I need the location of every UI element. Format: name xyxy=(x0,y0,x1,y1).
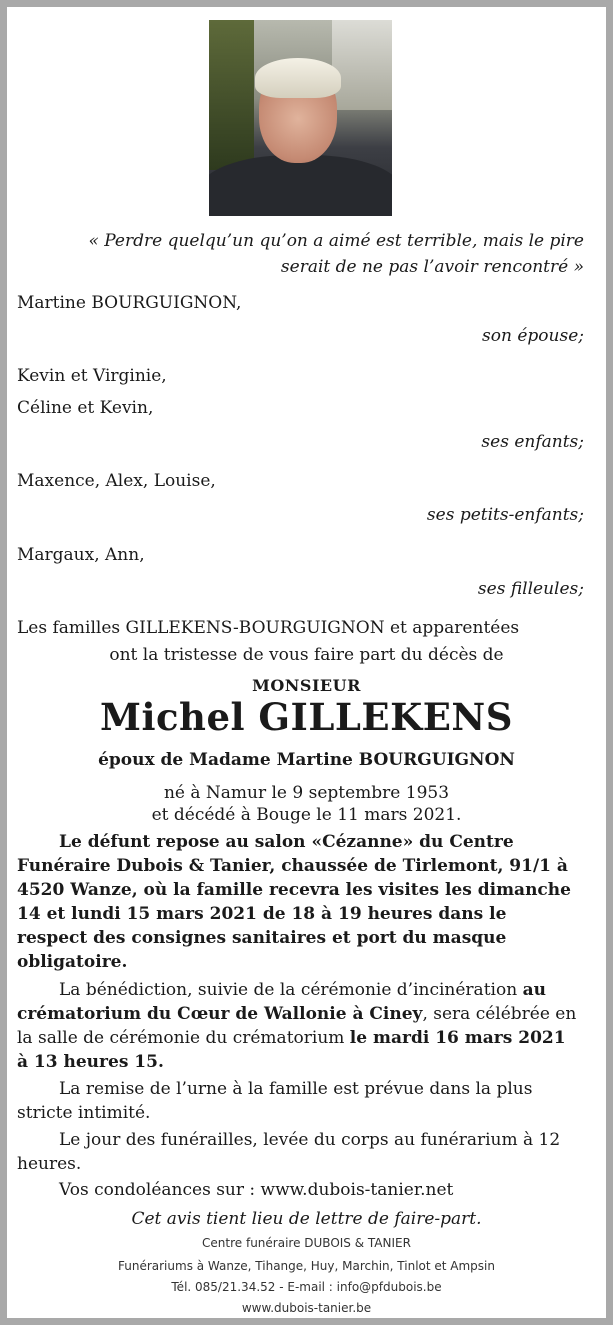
faire-part-note: Cet avis tient lieu de lettre de faire-part. xyxy=(131,1209,482,1229)
deceased-name: Michel GILLEKENS xyxy=(100,695,513,739)
footer-line-3: Tél. 085/21.34.52 - E-mail : info@pfdubois.be xyxy=(171,1280,442,1294)
funeral-paragraph: Le jour des funérailles, levée du corps au funérarium à 12 heures. xyxy=(17,1130,561,1174)
goddaughters: Margaux, Ann, xyxy=(17,545,145,565)
spouse-name: Martine BOURGUIGNON, xyxy=(17,293,242,313)
grandchildren-role: ses petits-enfants; xyxy=(426,505,584,525)
urn-paragraph: La remise de l’urne à la famille est prévue dans la plus stricte intimité. xyxy=(17,1079,533,1123)
footer-line-1: Centre funéraire DUBOIS & TANIER xyxy=(202,1236,411,1250)
deceased-born: né à Namur le 9 septembre 1953 xyxy=(163,783,450,803)
deceased-died: et décédé à Bouge le 11 mars 2021. xyxy=(151,805,462,825)
children-role: ses enfants; xyxy=(481,432,584,452)
quote xyxy=(44,228,584,280)
quote-line-2: serait de ne pas l’avoir rencontré » xyxy=(280,257,584,277)
spouse-role: son épouse; xyxy=(482,326,584,346)
child-1: Kevin et Virginie, xyxy=(17,366,167,386)
footer-line-4: www.dubois-tanier.be xyxy=(241,1301,372,1315)
portrait-photo xyxy=(209,20,392,216)
ceremony-paragraph: La bénédiction, suivie de la cérémonie d’incinération au crématorium du Cœur de Wallonie à Ciney, sera célébrée en la salle de cérémonie du crématorium le mardi 16 mars 2021 à 13 heures 15. xyxy=(17,980,577,1072)
deceased-title: MONSIEUR xyxy=(252,676,361,695)
deceased-spouse-of: époux de Madame Martine BOURGUIGNON xyxy=(98,750,515,770)
child-2: Céline et Kevin, xyxy=(17,398,154,418)
grandchildren: Maxence, Alex, Louise, xyxy=(17,471,216,491)
condolences-line: Vos condoléances sur : www.dubois-tanier.net xyxy=(59,1180,454,1200)
quote-line-1: « Perdre quelqu’un qu’on a aimé est terrible, mais le pire xyxy=(88,231,584,251)
repose-paragraph: Le défunt repose au salon «Cézanne» du Centre Funéraire Dubois & Tanier, chaussée de Tirlemont, 91/1 à 4520 Wanze, où la famille recevra les visites les dimanche 14 et lundi 15 mars 2021 de 18 à 19 heures dans le respect des consignes sanitaires et port du masque obligatoire. xyxy=(17,832,571,972)
announcement-line-2: ont la tristesse de vous faire part du décès de xyxy=(109,645,504,665)
announcement-line-1: Les familles GILLEKENS-BOURGUIGNON et apparentées xyxy=(17,618,520,638)
footer-line-2: Funérariums à Wanze, Tihange, Huy, Marchin, Tinlot et Ampsin xyxy=(118,1259,495,1273)
goddaughters-role: ses filleules; xyxy=(477,579,584,599)
